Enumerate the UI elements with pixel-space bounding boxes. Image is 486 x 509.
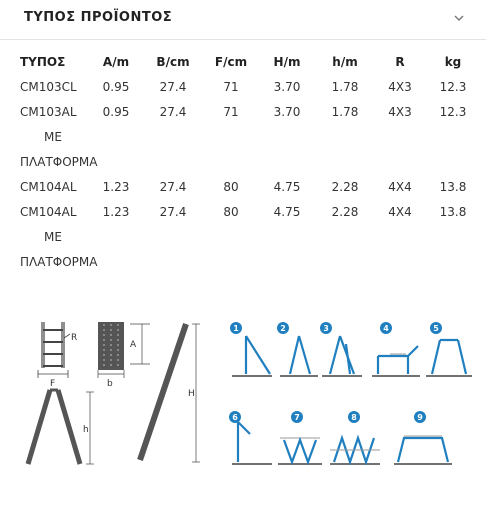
table-row-continuation (20, 124, 480, 149)
table-row-continuation (20, 149, 480, 174)
table-row-continuation (20, 249, 480, 274)
cell: 71 (223, 79, 239, 94)
position-1-icon (232, 336, 272, 376)
cell-type: CM103AL (20, 104, 77, 119)
position-8-icon (330, 438, 380, 464)
table-header-row (20, 50, 480, 74)
col-b: B/cm (156, 55, 190, 69)
cell-type: CM104AL (20, 204, 77, 219)
chevron-down-icon[interactable] (452, 11, 466, 25)
type-continuation: ΜΕ (44, 229, 62, 244)
cell: 13.8 (439, 179, 467, 194)
position-number: 1 (233, 324, 239, 333)
position-number: 6 (232, 413, 238, 422)
cell: 4X3 (388, 79, 412, 94)
cell: 71 (223, 104, 239, 119)
cell: 4X4 (388, 179, 412, 194)
cell: 13.8 (439, 204, 467, 219)
ladder-diagrams (0, 300, 486, 480)
cell: 4X4 (388, 204, 412, 219)
cell: 1.23 (102, 179, 130, 194)
type-continuation: ΠΛΑΤΦΟΡΜΑ (20, 154, 98, 169)
position-badges (229, 322, 442, 423)
cell: 27.4 (159, 204, 187, 219)
section-title: ΤΥΠΟΣ ΠΡΟΪΟΝΤΟΣ (24, 10, 173, 25)
position-number: 9 (417, 413, 423, 422)
cell: 80 (223, 179, 239, 194)
cell: 4X3 (388, 104, 412, 119)
col-r: R (395, 55, 405, 69)
label-h: h (83, 425, 89, 435)
spec-table (20, 50, 480, 274)
cell: 3.70 (273, 79, 301, 94)
position-9-icon (394, 436, 452, 464)
ladder-stack-view (98, 322, 150, 378)
label-upper-h: H (188, 389, 195, 399)
position-number: 5 (433, 324, 439, 333)
label-a: A (130, 340, 137, 350)
cell: 27.4 (159, 179, 187, 194)
position-6-icon (232, 422, 272, 464)
position-7-icon (278, 438, 322, 464)
cell: 4.75 (273, 204, 301, 219)
col-type: ΤΥΠΟΣ (20, 55, 66, 69)
cell: 27.4 (159, 79, 187, 94)
cell: 1.23 (102, 204, 130, 219)
type-continuation: ΜΕ (44, 129, 62, 144)
cell: 0.95 (102, 79, 130, 94)
cell: 12.3 (439, 104, 467, 119)
position-4-icon (372, 346, 420, 376)
position-number: 4 (383, 324, 389, 333)
table-row (20, 74, 480, 99)
table-row (20, 99, 480, 124)
label-b: b (107, 379, 113, 389)
table-row (20, 199, 480, 224)
cell: 1.78 (331, 104, 359, 119)
cell-type: CM103CL (20, 79, 77, 94)
col-h-lower: h/m (332, 55, 358, 69)
position-number: 2 (280, 324, 286, 333)
table-row-continuation (20, 224, 480, 249)
position-5-icon (426, 340, 472, 376)
cell: 2.28 (331, 204, 359, 219)
cell: 80 (223, 204, 239, 219)
cell: 4.75 (273, 179, 301, 194)
position-diagrams (232, 336, 472, 464)
ladder-front-view (38, 322, 70, 378)
cell-type: CM104AL (20, 179, 77, 194)
col-a: A/m (102, 55, 130, 69)
col-kg: kg (444, 55, 462, 69)
col-h-upper: H/m (273, 55, 301, 69)
position-number: 7 (294, 413, 300, 422)
position-3-icon (322, 336, 362, 376)
cell: 3.70 (273, 104, 301, 119)
cell: 12.3 (439, 79, 467, 94)
label-f: F (50, 379, 56, 389)
cell: 1.78 (331, 79, 359, 94)
table-row (20, 174, 480, 199)
cell: 27.4 (159, 104, 187, 119)
ladder-dimension-drawings (28, 322, 200, 464)
position-2-icon (280, 336, 318, 376)
type-continuation: ΠΛΑΤΦΟΡΜΑ (20, 254, 98, 269)
cell: 0.95 (102, 104, 130, 119)
label-r: R (71, 333, 78, 343)
position-number: 3 (323, 324, 329, 333)
cell: 2.28 (331, 179, 359, 194)
position-number: 8 (351, 413, 357, 422)
accordion-header[interactable] (0, 0, 486, 40)
col-f: F/cm (214, 55, 248, 69)
